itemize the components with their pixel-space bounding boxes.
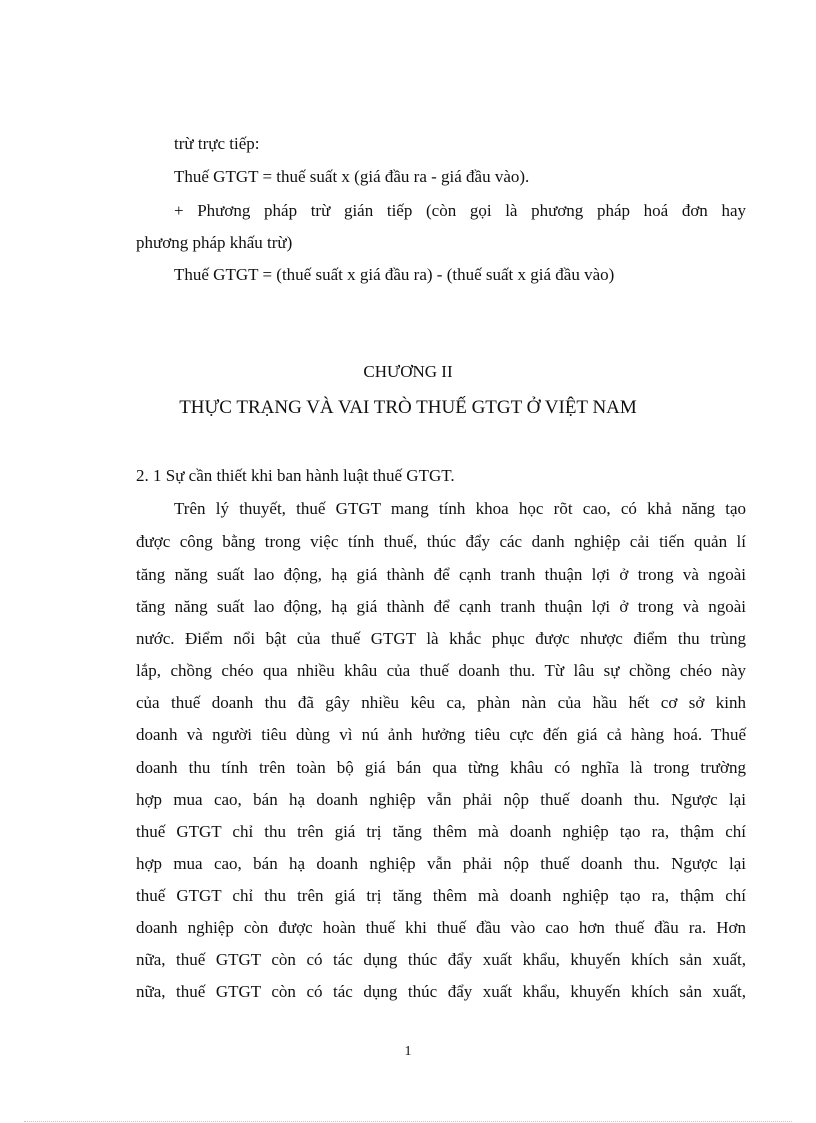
chapter-label: CHƯƠNG II	[363, 362, 453, 381]
text-line: phương pháp khấu trừ)	[136, 233, 293, 252]
paragraph-line: thuế GTGT chỉ thu trên giá trị tăng thêm mà doanh nghiệp tạo ra, thậm chí	[136, 886, 746, 905]
paragraph-line: tăng năng suất lao động, hạ giá thành để cạnh tranh thuận lợi ở trong và ngoài	[136, 565, 746, 584]
paragraph-line: doanh thu tính trên toàn bộ giá bán qua từng khâu có nghĩa là trong trường	[136, 758, 746, 777]
paragraph-line: của thuế doanh thu đã gây nhiều kêu ca, phàn nàn của hầu hết cơ sở kinh	[136, 693, 746, 712]
paragraph-line: lắp, chồng chéo qua nhiều khâu của thuế doanh thu. Từ lâu sự chồng chéo này	[136, 661, 746, 680]
paragraph-line: doanh nghiệp còn được hoàn thuế khi thuế đầu vào cao hơn thuế đầu ra. Hơn	[136, 918, 746, 937]
paragraph-line: Trên lý thuyết, thuế GTGT mang tính khoa học rõt cao, có khả năng tạo	[174, 499, 746, 518]
paragraph-line: thuế GTGT chỉ thu trên giá trị tăng thêm mà doanh nghiệp tạo ra, thậm chí	[136, 822, 746, 841]
paragraph-line: hợp mua cao, bán hạ doanh nghiệp vẫn phải nộp thuế doanh thu. Ngược lại	[136, 790, 746, 809]
formula-line: Thuế GTGT = thuế suất x (giá đầu ra - giá đầu vào).	[174, 167, 530, 186]
paragraph-line: tăng năng suất lao động, hạ giá thành để cạnh tranh thuận lợi ở trong và ngoài	[136, 597, 746, 616]
paragraph-line: nữa, thuế GTGT còn có tác dụng thúc đẩy xuất khẩu, khuyến khích sản xuất,	[136, 982, 746, 1001]
chapter-title: THỰC TRẠNG VÀ VAI TRÒ THUẾ GTGT Ở VIỆT NAM	[179, 397, 637, 418]
page-number: 1	[404, 1044, 412, 1059]
paragraph-line: hợp mua cao, bán hạ doanh nghiệp vẫn phải nộp thuế doanh thu. Ngược lại	[136, 854, 746, 873]
section-heading: 2. 1 Sự cần thiết khi ban hành luật thuế GTGT.	[136, 466, 455, 485]
text-line: trừ trực tiếp:	[174, 134, 260, 153]
text-line: + Phương pháp trừ gián tiếp (còn gọi là phương pháp hoá đơn hay	[174, 201, 746, 220]
paragraph-line: nước. Điểm nổi bật của thuế GTGT là khắc phục được nhược điểm thu trùng	[136, 629, 746, 648]
formula-line: Thuế GTGT = (thuế suất x giá đầu ra) - (thuế suất x giá đầu vào)	[174, 265, 615, 284]
page-bottom-divider	[24, 1121, 792, 1122]
paragraph-line: được công bằng trong việc tính thuế, thúc đẩy các danh nghiệp cải tiến quản lí	[136, 532, 746, 551]
paragraph-line: nữa, thuế GTGT còn có tác dụng thúc đẩy xuất khẩu, khuyến khích sản xuất,	[136, 950, 746, 969]
paragraph-line: doanh và người tiêu dùng vì nú ảnh hưởng tiêu cực đến giá cả hàng hoá. Thuế	[136, 725, 746, 744]
